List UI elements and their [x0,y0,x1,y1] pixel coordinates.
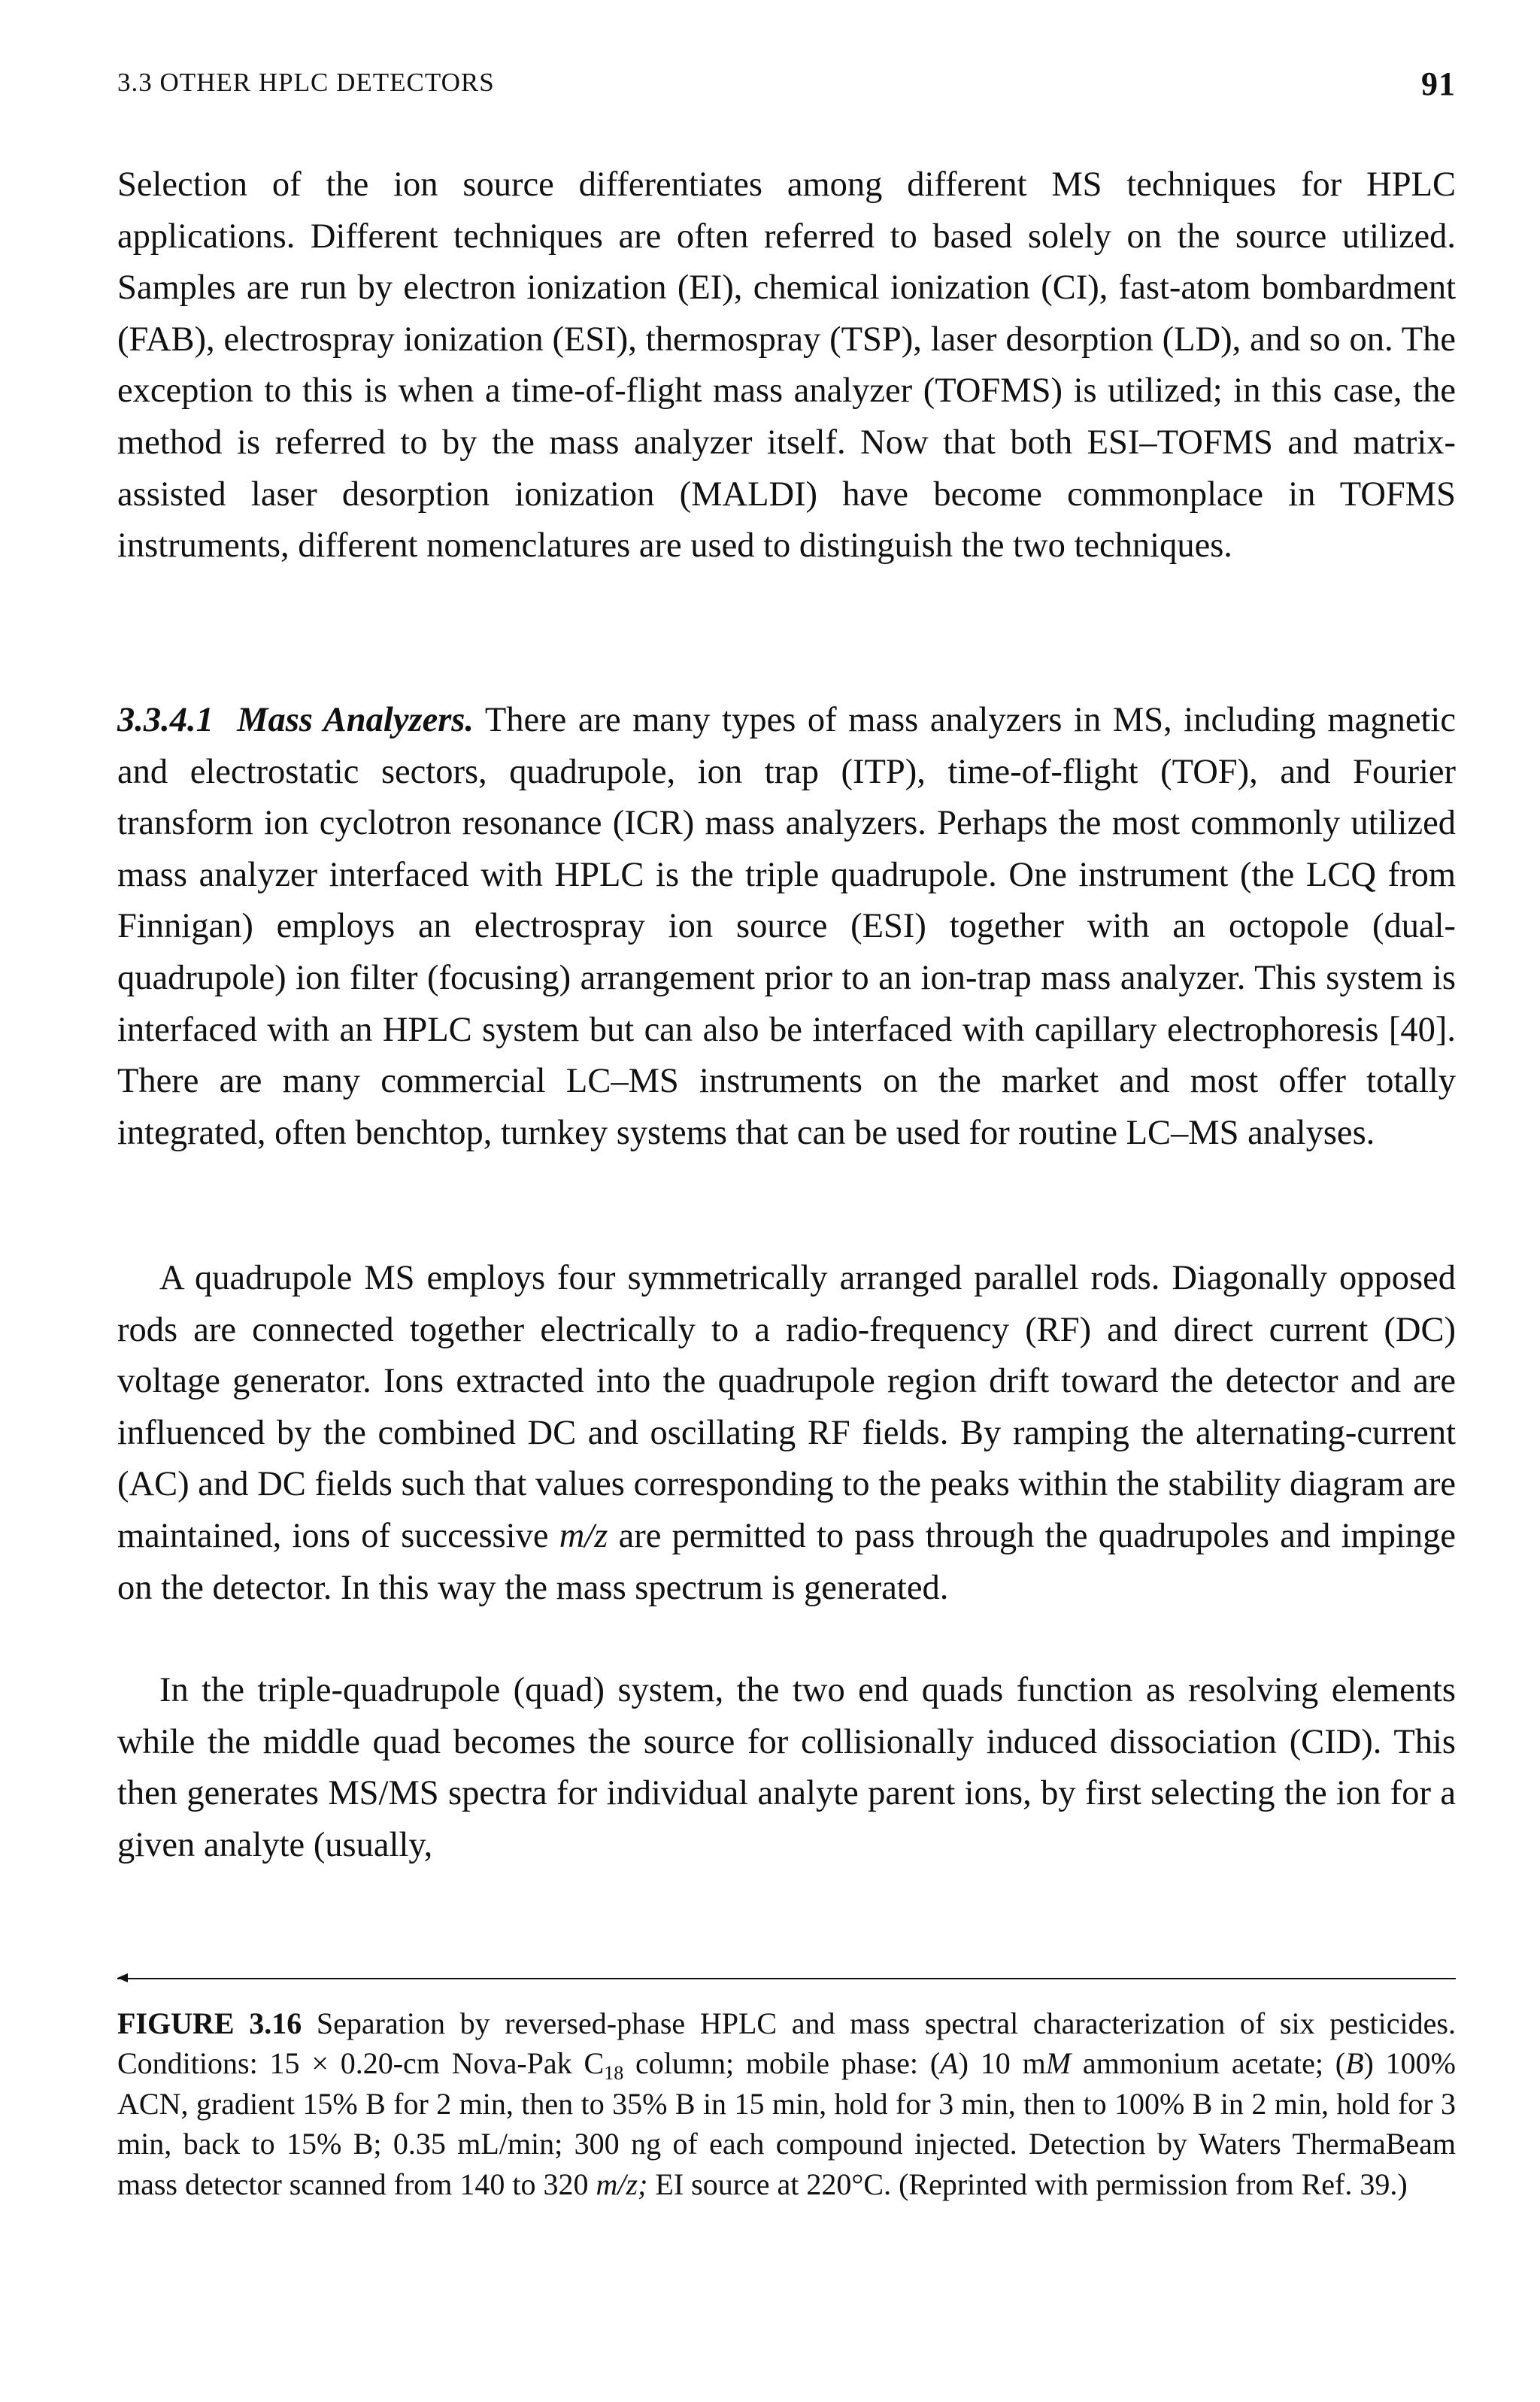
running-title: 3.3 OTHER HPLC DETECTORS [117,68,495,97]
rule-line [117,1978,1456,1979]
paragraph-text-cont: are permitted to pass through the quadrupoles and impinge on the detector. In this way the mass spectrum is generated. [117,1516,1457,1607]
paragraph-text: A quadrupole MS employs four symmetrically arranged parallel rods. Diagonally opposed rods are connected together electrically to a radio-frequency (RF) and direct current (DC) voltage generator. Ions extracted into the quadrupole region drift toward the detector and are influenced by the combined DC and oscillating RF fields. By ramping the alternating-current (AC) and DC fields such that values corresponding to the peaks within the stability diagram are maintained, ions of successive [117,1259,1456,1555]
paragraph-text: Selection of the ion source differentiates among different MS techniques for HPLC applications. Different techniques are often referred to based solely on the source utilized. Samples are run by electron ionization (EI), chemical ionization (CI), fast-atom bombardment (FAB), electrospray ionization (ESI), thermospray (TSP), laser desorption (LD), and so on. The exception to this is when a time-of-flight mass analyzer (TOFMS) is utilized; in this case, the method is referred to by the mass analyzer itself. Now that both ESI–TOFMS and matrix-assisted laser desorption ionization (MALDI) have become commonplace in TOFMS instruments, different nomenclatures are used to distinguish the two techniques. [117,165,1456,566]
running-header [117,65,1456,110]
figure-label: FIGURE 3.16 [117,2006,302,2040]
arrow-left-icon [117,1973,128,1982]
section-title: Mass Analyzers. [237,701,474,739]
paragraph-ion-source [117,159,1456,572]
paragraph-text: There are many types of mass analyzers in MS, including magnetic and electrostatic sectors, quadrupole, ion trap (ITP), time-of-flight (TOF), and Fourier transform ion cyclotron resonance (ICR) mass analyzers. Perhaps the most commonly utilized mass analyzer interfaced with HPLC is the triple quadrupole. One instrument (the LCQ from Finnigan) employs an electrospray ion source (ESI) together with an octopole (dual-quadrupole) ion filter (focusing) arrangement prior to an ion-trap mass analyzer. This system is interfaced with an HPLC system but can also be interfaced with capillary electrophoresis [40]. There are many commercial LC–MS instruments on the market and most offer totally integrated, often benchtop, turnkey systems that can be used for routine LC–MS analyses. [117,701,1456,1152]
paragraph-text: In the triple-quadrupole (quad) system, the two end quads function as resolving elements while the middle quad becomes the source for collisionally induced dissociation (CID). This then generates MS/MS spectra for individual analyte parent ions, by first selecting the ion for a given analyte (usually, [117,1671,1456,1864]
mz-term: m/z [559,1516,608,1555]
subscript: 18 [604,2062,624,2085]
section-number: 3.3.4.1 [117,701,214,739]
paragraph-mass-analyzers [117,695,1456,1159]
paragraph-quadrupole [117,1253,1456,1614]
figure-pointer-rule [117,1973,1456,1982]
paragraph-triple-quadrupole [117,1665,1456,1871]
figure-caption: FIGURE 3.16 Separation by reversed-phase HPLC and mass spectral characterization of six pesticides. Conditions: 15 × 0.20-cm Nova-Pak $C_{18}$ column; mobile phase: (A) 10 mM ammonium acetate; (B) 100% ACN, gradient 15% B for 2 min, then to 35% B in 15 min, hold for 3 min, then to 100% B in 2 min, hold for 3 min, back to 15% B; 0.35 mL/min; 300 ng of each compound injected. Detection by Waters ThermaBeam mass detector scanned from 140 to 320 m/z; EI source at 220°C. (Reprinted with permission from Ref. 39.) [117,2006,1457,2201]
page-number: 91 [1421,65,1456,102]
